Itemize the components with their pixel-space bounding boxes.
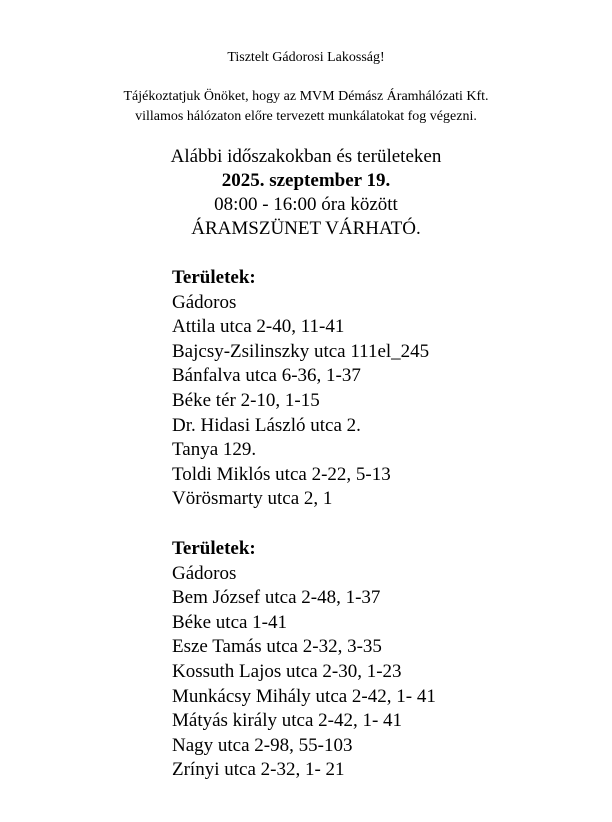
outage-notice (0, 145, 612, 241)
street-item: Tanya 129. (172, 439, 257, 461)
street-item: Mátyás király utca 2-42, 1- 41 (172, 710, 403, 732)
outage-date: 2025. szeptember 19. (221, 170, 391, 191)
street-item: Bánfalva utca 6-36, 1-37 (172, 365, 361, 387)
street-item: Béke tér 2-10, 1-15 (172, 389, 320, 411)
street-item: Esze Tamás utca 2-32, 3-35 (172, 636, 382, 658)
area-town: Gádoros (172, 291, 237, 313)
intro-line: Tájékoztatjuk Önöket, hogy az MVM Démász Áramhálózati Kft. (123, 89, 489, 104)
street-item: Béke utca 1-41 (172, 611, 288, 633)
intro-line: villamos hálózaton előre tervezett munkálatokat fog végezni. (135, 109, 477, 124)
greeting: Tisztelt Gádorosi Lakosság! (227, 50, 385, 65)
street-item: Toldi Miklós utca 2-22, 5-13 (172, 463, 391, 485)
street-item: Kossuth Lajos utca 2-30, 1-23 (172, 660, 402, 682)
street-item: Bem József utca 2-48, 1-37 (172, 587, 381, 609)
intro-paragraph (0, 87, 612, 127)
notice-line: Alábbi időszakokban és területeken (170, 146, 442, 167)
area-heading: Területek: (172, 538, 256, 559)
area-block (172, 537, 436, 783)
outage-time: 08:00 - 16:00 óra között (214, 194, 398, 215)
street-item: Vörösmarty utca 2, 1 (172, 488, 333, 510)
street-item: Zrínyi utca 2-32, 1- 21 (172, 759, 345, 781)
street-item: Bajcsy-Zsilinszky utca 111el_245 (172, 340, 430, 362)
street-item: Attila utca 2-40, 11-41 (172, 316, 345, 338)
area-block (172, 266, 429, 512)
street-item: Dr. Hidasi László utca 2. (172, 414, 361, 436)
outage-warning: ÁRAMSZÜNET VÁRHATÓ. (191, 218, 421, 239)
street-list (172, 315, 429, 512)
area-town: Gádoros (172, 562, 237, 584)
area-heading: Területek: (172, 267, 256, 288)
street-item: Nagy utca 2-98, 55-103 (172, 734, 353, 756)
street-list (172, 586, 436, 783)
street-item: Munkácsy Mihály utca 2-42, 1- 41 (172, 685, 436, 707)
